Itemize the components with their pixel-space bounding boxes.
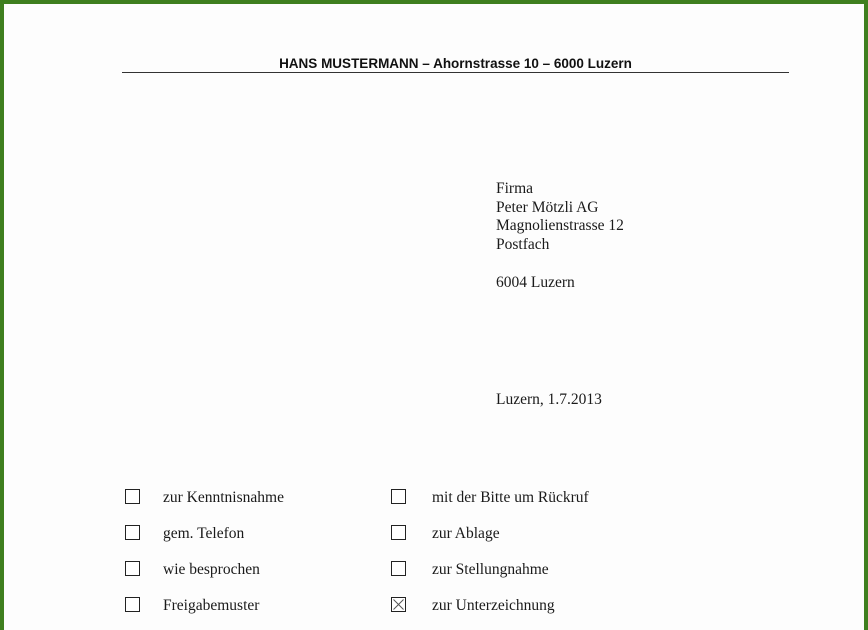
recipient-address <box>496 180 624 292</box>
cross-mark-icon <box>392 598 405 611</box>
option-label: zur Unterzeichnung <box>432 597 555 614</box>
recipient-company: Peter Mötzli AG <box>496 198 599 216</box>
recipient-po-box: Postfach <box>496 236 550 254</box>
header-divider <box>122 72 789 73</box>
option-label: zur Ablage <box>432 525 500 542</box>
option-label: wie besprochen <box>163 561 260 578</box>
recipient-street: Magnolienstrasse 12 <box>496 217 624 235</box>
recipient-city: 6004 Luzern <box>496 273 575 291</box>
option-label: zur Kenntnisnahme <box>163 489 284 506</box>
option-label: gem. Telefon <box>163 525 245 542</box>
letter-page <box>4 4 864 630</box>
option-label: mit der Bitte um Rückruf <box>432 489 589 506</box>
recipient-line-1: Firma <box>496 180 534 197</box>
option-label: Freigabemuster <box>163 597 260 614</box>
checkbox[interactable] <box>391 561 406 576</box>
sender-header: HANS MUSTERMANN – Ahornstrasse 10 – 6000 Luzern <box>279 56 632 71</box>
option-label: zur Stellungnahme <box>432 561 549 578</box>
checkbox[interactable] <box>125 561 140 576</box>
checkbox[interactable] <box>125 525 140 540</box>
checkbox[interactable] <box>125 489 140 504</box>
checkbox[interactable] <box>391 525 406 540</box>
checkbox[interactable] <box>125 597 140 612</box>
letter-date: Luzern, 1.7.2013 <box>496 391 602 408</box>
checkbox-checked[interactable] <box>391 597 406 612</box>
checkbox[interactable] <box>391 489 406 504</box>
address-spacer <box>496 255 624 274</box>
